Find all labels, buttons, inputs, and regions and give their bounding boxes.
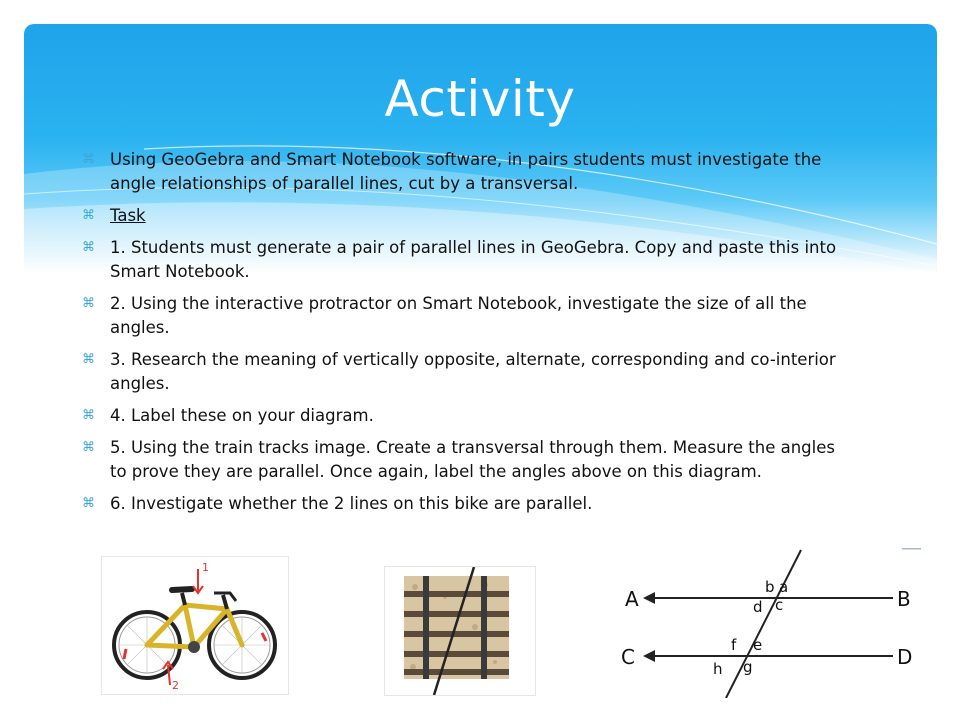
- bike-image: [101, 556, 289, 695]
- bike-parallel-annotations: [124, 561, 266, 692]
- angle-label-f: f: [731, 636, 737, 654]
- bike-label-2: 2: [172, 679, 179, 692]
- point-label-d: D: [897, 645, 913, 669]
- bike-label-1: 1: [202, 561, 209, 574]
- angle-label-e: e: [753, 636, 763, 654]
- bullet-list: [82, 148, 842, 524]
- bullet-item: [82, 292, 842, 340]
- bullet-text: 6. Investigate whether the 2 lines on this bike are parallel.: [110, 494, 593, 513]
- bullet-text: 4. Label these on your diagram.: [110, 406, 374, 425]
- train-tracks-illustration: [385, 567, 535, 695]
- bullet-item: [82, 404, 842, 428]
- bullet-item: [82, 148, 842, 196]
- bullet-marker-icon: ⌘: [82, 208, 95, 223]
- slide-title: Activity: [384, 70, 576, 128]
- bullet-item: [82, 348, 842, 396]
- bullet-marker-icon: ⌘: [82, 496, 95, 511]
- bullet-text: 1. Students must generate a pair of parallel lines in GeoGebra. Copy and paste this into Smart Notebook.: [110, 238, 837, 281]
- point-label-c: C: [621, 645, 635, 669]
- bullet-marker-icon: ⌘: [82, 408, 95, 423]
- angle-label-h: h: [713, 660, 723, 678]
- bullet-text: 5. Using the train tracks image. Create a transversal through them. Measure the angles to prove they are parallel. Once again, label the angles above on this diagram.: [110, 438, 835, 481]
- bullet-item: [82, 204, 842, 228]
- bicycle-illustration: [102, 557, 288, 694]
- angle-label-g: g: [743, 658, 753, 676]
- transversal-diagram: [603, 548, 921, 698]
- angle-label-b: b: [765, 578, 775, 596]
- bullet-marker-icon: ⌘: [82, 440, 95, 455]
- bullet-marker-icon: ⌘: [82, 352, 95, 367]
- task-heading: Task: [110, 206, 146, 225]
- bullet-text: 2. Using the interactive protractor on Smart Notebook, investigate the size of all the angles.: [110, 294, 807, 337]
- angle-label-c: c: [775, 596, 784, 614]
- train-tracks-image: [384, 566, 536, 696]
- bullet-item: [82, 436, 842, 484]
- bullet-marker-icon: ⌘: [82, 240, 95, 255]
- parallel-lines-diagram: [603, 548, 921, 698]
- bullet-marker-icon: ⌘: [82, 152, 95, 167]
- bullet-text: 3. Research the meaning of vertically opposite, alternate, corresponding and co-interior angles.: [110, 350, 836, 393]
- bullet-item: [82, 236, 842, 284]
- angle-label-a: a: [779, 578, 789, 596]
- angle-label-d: d: [753, 598, 763, 616]
- bullet-marker-icon: ⌘: [82, 296, 95, 311]
- bullet-item: [82, 492, 842, 516]
- point-label-b: B: [897, 587, 911, 611]
- bullet-text: Using GeoGebra and Smart Notebook software, in pairs students must investigate the angle relationships of parallel lines, cut by a transversal.: [110, 150, 822, 193]
- point-label-a: A: [625, 587, 639, 611]
